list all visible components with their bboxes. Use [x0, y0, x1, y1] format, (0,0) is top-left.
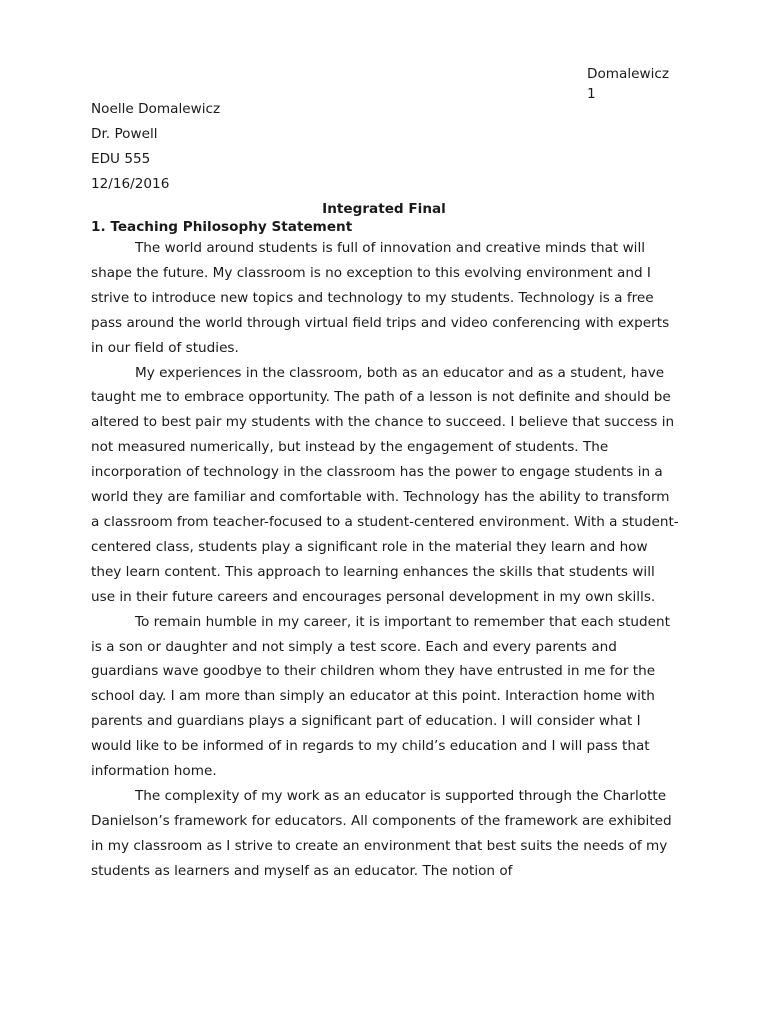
- instructor-name: Dr. Powell: [91, 126, 158, 142]
- paragraph: To remain humble in my career, it is important to remember that each student is a son or daughter and not simply a test score. Each and every parents and guardians wave goodbye to their children whom they have entrusted in me for the school day. I am more than simply an educator at this point. Interaction home with parents and guardians plays a significant part of education. I will consider what I would like to be informed of in regards to my child’s education and I will pass that information home.: [91, 613, 670, 780]
- course-code: EDU 555: [91, 151, 151, 167]
- paragraph: The world around students is full of innovation and creative minds that will shape the future. My classroom is no exception to this evolving environment and I strive to introduce new topics and technology to my students. Technology is a free pass around the world through virtual field trips and video conferencing with experts in our field of studies.: [91, 240, 670, 356]
- student-name: Noelle Domalewicz: [91, 101, 221, 117]
- document-title: Integrated Final: [322, 201, 446, 217]
- header-surname: Domalewicz: [587, 66, 670, 82]
- running-header: [587, 64, 707, 104]
- paragraph: The complexity of my work as an educator is supported through the Charlotte Danielson’s framework for educators. All components of the framework are exhibited in my classroom as I strive to create an environment that best suits the needs of my students as learners and myself as an educator. The notion of: [91, 787, 672, 879]
- document-date: 12/16/2016: [91, 176, 170, 192]
- body-text: [91, 236, 681, 884]
- paragraph: My experiences in the classroom, both as an educator and as a student, have taught me to embrace opportunity. The path of a lesson is not definite and should be altered to best pair my students with the chance to succeed. I believe that success in not measured numerically, but instead by the engagement of students. The incorporation of technology in the classroom has the power to engage students in a world they are familiar and comfortable with. Technology has the ability to transform a classroom from teacher-focused to a student-centered environment. With a student-centered class, students play a significant role in the material they learn and how they learn content. This approach to learning enhances the skills that students will use in their future careers and encourages personal development in my own skills.: [91, 364, 679, 605]
- header-page-number: 1: [587, 86, 596, 102]
- section-heading: 1. Teaching Philosophy Statement: [91, 219, 353, 235]
